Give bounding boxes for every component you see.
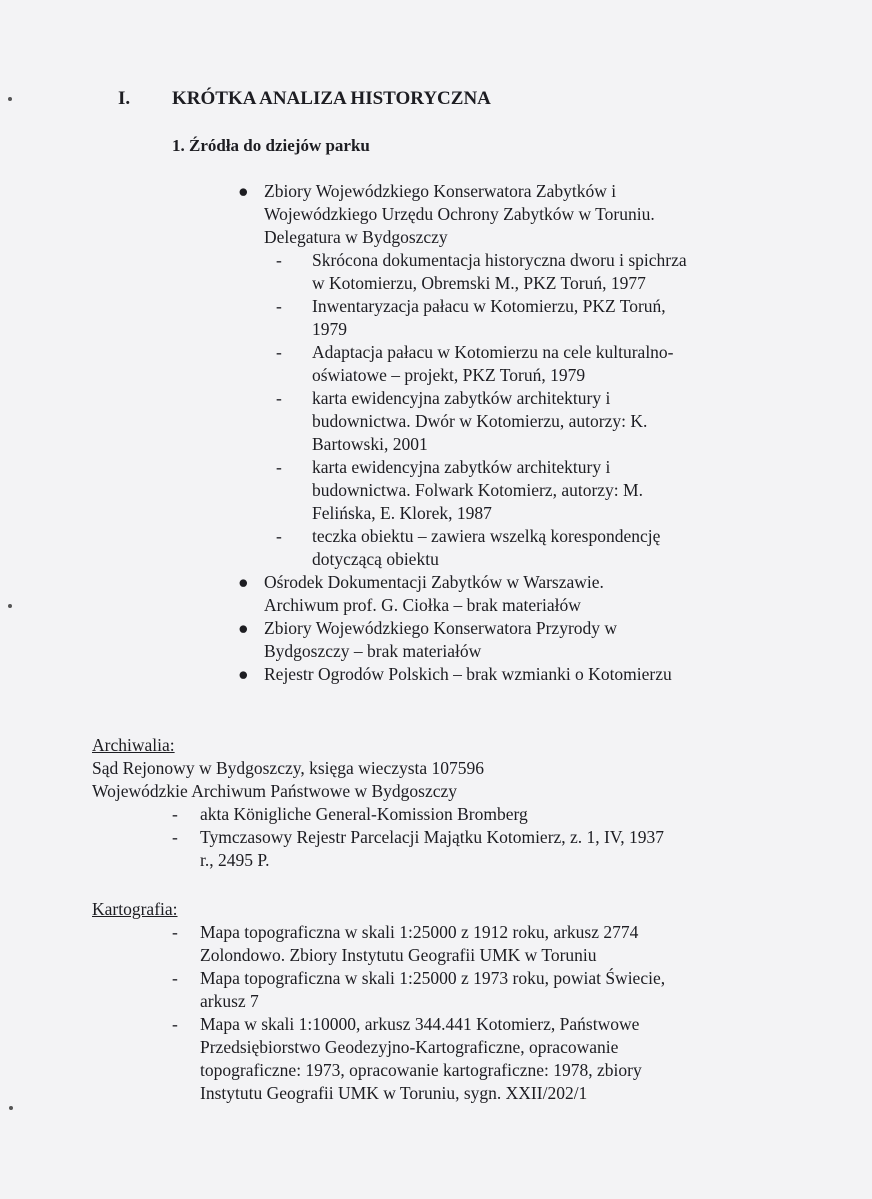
item-line: Mapa topograficzna w skali 1:25000 z 1973 roku, powiat Świecie,: [200, 968, 666, 988]
item-line: Adaptacja pałacu w Kotomierzu na cele kulturalno-: [312, 342, 674, 362]
dash-icon: -: [172, 968, 178, 988]
item-line: budownictwa. Dwór w Kotomierzu, autorzy: K.: [312, 411, 648, 431]
heading-title: KRÓTKA ANALIZA HISTORYCZNA: [172, 88, 491, 109]
bullet-icon: ●: [238, 618, 249, 638]
dash-icon: -: [172, 1014, 178, 1034]
item-line: Instytutu Geografii UMK w Toruniu, sygn. XXII/202/1: [200, 1083, 588, 1103]
item-line: 1979: [312, 319, 347, 339]
item-line: budownictwa. Folwark Kotomierz, autorzy: M.: [312, 480, 643, 500]
list-item: [92, 921, 792, 967]
item-line: Bartowski, 2001: [312, 434, 428, 454]
item-line: Tymczasowy Rejestr Parcelacji Majątku Kotomierz, z. 1, IV, 1937: [200, 827, 665, 847]
dash-icon: -: [276, 457, 282, 477]
archiwalia-line: Sąd Rejonowy w Bydgoszczy, księga wieczysta 107596: [92, 758, 485, 778]
item-line: Mapa topograficzna w skali 1:25000 z 1912 roku, arkusz 2774: [200, 922, 639, 942]
item-line: Wojewódzkiego Urzędu Ochrony Zabytków w Toruniu.: [264, 204, 655, 224]
sub-list-item: [264, 525, 754, 571]
archiwalia-line: Wojewódzkie Archiwum Państwowe w Bydgoszczy: [92, 781, 458, 801]
kartografia-section: [92, 898, 792, 1105]
list-item: [234, 180, 754, 571]
item-line: topograficzne: 1973, opracowanie kartograficzne: 1978, zbiory: [200, 1060, 642, 1080]
dash-icon: -: [276, 296, 282, 316]
item-line: akta Königliche General-Komission Bromberg: [200, 804, 528, 824]
sub-list-item: [264, 456, 754, 525]
item-line: Archiwum prof. G. Ciołka – brak materiałów: [264, 595, 581, 615]
item-line: dotyczącą obiektu: [312, 549, 439, 569]
dash-icon: -: [276, 526, 282, 546]
dash-icon: -: [276, 250, 282, 270]
dash-icon: -: [172, 804, 178, 824]
archiwalia-section: [92, 734, 792, 872]
dash-icon: -: [172, 922, 178, 942]
sub-list: [264, 249, 754, 571]
dash-icon: -: [172, 827, 178, 847]
item-line: Felińska, E. Klorek, 1987: [312, 503, 492, 523]
list-item: [92, 803, 792, 826]
item-line: r., 2495 P.: [200, 850, 270, 870]
item-line: Mapa w skali 1:10000, arkusz 344.441 Kotomierz, Państwowe: [200, 1014, 640, 1034]
item-line: arkusz 7: [200, 991, 259, 1011]
item-line: Skrócona dokumentacja historyczna dworu i spichrza: [312, 250, 687, 270]
sub-list-item: [264, 249, 754, 295]
item-line: teczka obiektu – zawiera wszelką korespondencję: [312, 526, 661, 546]
item-line: Zbiory Wojewódzkiego Konserwatora Zabytków i: [264, 181, 617, 201]
dash-icon: -: [276, 388, 282, 408]
bullet-icon: ●: [238, 664, 249, 684]
subsection-heading: 1. Źródła do dziejów parku: [172, 136, 370, 155]
dash-icon: -: [276, 342, 282, 362]
bullet-icon: ●: [238, 572, 249, 592]
item-line: Rejestr Ogrodów Polskich – brak wzmianki o Kotomierzu: [264, 664, 672, 684]
bullet-icon: ●: [238, 181, 249, 201]
section-heading: [118, 88, 491, 110]
item-line: karta ewidencyjna zabytków architektury i: [312, 388, 611, 408]
item-line: oświatowe – projekt, PKZ Toruń, 1979: [312, 365, 586, 385]
item-line: karta ewidencyjna zabytków architektury i: [312, 457, 611, 477]
kartografia-label: Kartografia:: [92, 899, 178, 919]
item-line: w Kotomierzu, Obremski M., PKZ Toruń, 1977: [312, 273, 646, 293]
item-line: Ośrodek Dokumentacji Zabytków w Warszawie.: [264, 572, 604, 592]
item-line: Bydgoszczy – brak materiałów: [264, 641, 482, 661]
archiwalia-label: Archiwalia:: [92, 735, 175, 755]
list-item: [92, 826, 792, 872]
list-item: [234, 617, 754, 663]
archiwalia-list: [92, 803, 792, 872]
item-line: Zbiory Wojewódzkiego Konserwatora Przyrody w: [264, 618, 618, 638]
punch-hole-mark: [8, 97, 12, 101]
sub-list-item: [264, 387, 754, 456]
list-item: [92, 967, 792, 1013]
sources-list: [234, 180, 754, 686]
heading-number: I.: [118, 88, 131, 109]
punch-hole-mark: [9, 1106, 13, 1110]
list-item: [92, 1013, 792, 1105]
sub-list-item: [264, 341, 754, 387]
item-line: Delegatura w Bydgoszczy: [264, 227, 448, 247]
list-item: [234, 663, 754, 686]
kartografia-list: [92, 921, 792, 1105]
punch-hole-mark: [8, 604, 12, 608]
item-line: Przedsiębiorstwo Geodezyjno-Kartograficzne, opracowanie: [200, 1037, 619, 1057]
sub-list-item: [264, 295, 754, 341]
item-line: Inwentaryzacja pałacu w Kotomierzu, PKZ Toruń,: [312, 296, 666, 316]
item-line: Zolondowo. Zbiory Instytutu Geografii UMK w Toruniu: [200, 945, 597, 965]
list-item: [234, 571, 754, 617]
